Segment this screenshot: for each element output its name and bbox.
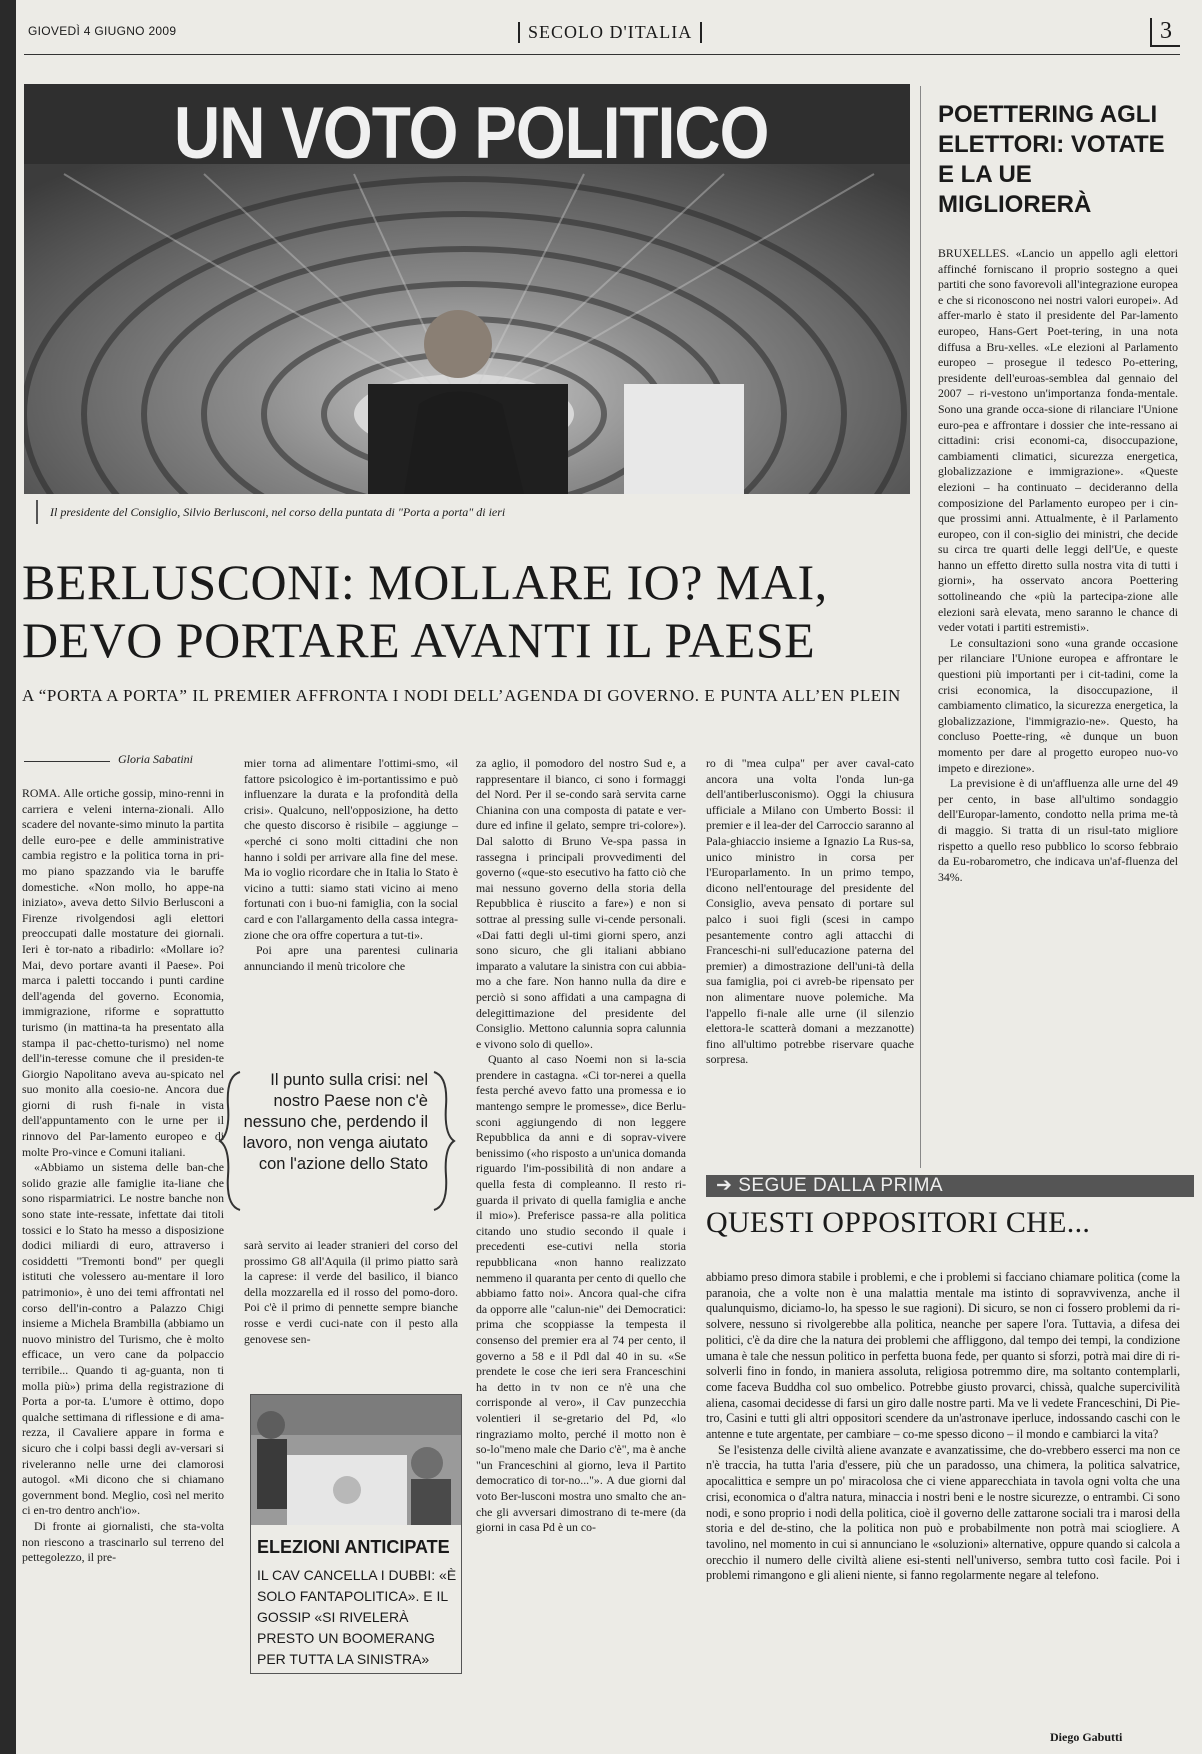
headline-line-2: DEVO PORTARE AVANTI IL PAESE — [22, 612, 816, 668]
sidebar-box-elezioni — [250, 1394, 462, 1674]
sidebar-divider — [920, 86, 921, 1168]
box-text: IL CAV CANCELLA I DUBBI: «È SOLO FANTAPOLITICA». E IL GOSSIP «SI RIVELERÀ PRESTO UN BOOMERANG PER TUTTA LA SINISTRA» — [257, 1567, 457, 1667]
sidebar-body — [938, 246, 1178, 885]
paragraph: Di fronte ai giornalisti, che sta-volta non riescono a trascinarlo sul terreno del pettegolezzo, il pre- — [22, 1518, 224, 1565]
sidebar-title: POETTERING AGLI ELETTORI: VOTATE E LA UE MIGLIORERÀ — [938, 101, 1165, 218]
paragraph: sarà servito ai leader stranieri del corso del prossimo G8 all'Aquila (il primo piatto sarà la caprese: il verde del basilico, il bianco della mozzarella ed il rosso del pomo-doro. Poi c'è il primo di pennette sempre bianche rosse e verdi cuci-nate con il pesto alla genovese sen- — [244, 1238, 458, 1346]
segue-headline: QUESTI OPPOSITORI CHE... — [706, 1206, 1091, 1239]
pull-quote: Il punto sulla crisi: nel nostro Paese non c'è nessuno che, perdendo il lavoro, non venga aiutato con l'azione dello Stato — [242, 1071, 428, 1173]
paragraph: Quanto al caso Noemi non si la-scia prendere in castagna. «Ci tor-nerei a quella festa perché avevo fatto una promessa e io mantengo sempre le promesse», dice Berlu-sconi aggiungendo di non leggere Repubblica da anni e di soprav-vivere benissimo («ho risposto a un'unica domanda riguardo l'im-possibilità di non andare a quella festa di compleanno. Il resto ri-guarda il privato di quella famiglia e anche il mio»). Preferisce passa-re alla politica citando uno studio secondo il quale i precedenti ese-cutivi nella storia repubblicana «non hanno realizzato nemmeno il quaranta per cento di quello che abbiamo fatto noi». Ancora qual-che cifra da opporre alle "calun-nie" dei Democratici: prima che scoppiasse la tempesta il consenso del premier era al 74 per cento, il governo a 58 e il Pdl dal 40 in su. «Se prendete le cose che ieri sera Franceschini ha detto in tv non ce n'è una che corrisponde al vero», il Cav punzecchia volentieri il se-gretario del Pd, «lo ringraziamo molto, perché il motto non è so-lo"meno male che Dario c'è", ma è anche "un Franceschini al giorno, leva il Partito democratico di tor-no..."». A due giorni dal voto Ber-lusconi mostra uno smalto che an-che gli avversari dimostrano di te-mere (da giorni in casa Pd è un co- — [476, 1052, 686, 1535]
paragraph: Poi apre una parentesi culinaria annunciando il menù tricolore che — [244, 943, 458, 973]
article-subhead: A “PORTA A PORTA” IL PREMIER AFFRONTA I NODI DELL’AGENDA DI GOVERNO. E PUNTA ALL’EN PLEIN — [22, 686, 901, 705]
ballot-box-illustration — [251, 1395, 461, 1525]
byline-rule — [24, 761, 110, 762]
issue-date: GIOVEDÌ 4 GIUGNO 2009 — [28, 24, 177, 38]
paragraph: abbiamo preso dimora stabile i problemi, e che i problemi si facciano chiamare politica (come la paranoia, che a volte non è una malattia mentale ma istinto di sopravvivenza, anche il qualunquismo, diciamo-lo, ha spesso le sue ragioni). Di sicuro, se non ci fossero problemi da ri-solvere, nessuno si rivolgerebbe alla politica, neanche per sapere l'ora. Tuttavia, a difesa dei politici, c'è da dire che la natura dei problemi che affliggono, dal tempo dei tempi, la condizione umana è tale che nessun politico in perfetta buona fede, per quanto si sforzi, potrà mai dire di ri-solverli fino in fondo, in maniera assoluta, religiosa potremmo dire, ma soltanto contemplarli, come faceva Buddha col suo ombelico. Potrebbe giusto provarci, chissà, qualche supercivilità aliena, casomai decidesse di farsi un giro dalle nostre parti. Ma ve li vedete Franceschini, Di Pie-tro, Casini e tutti gli altri oppositori scendere da un'astronave iperluce, indossando caschi con le antenne e tute argentate, per cambiare – co-me spesso dicono – il mondo e cambiarci la vita? — [706, 1270, 1180, 1442]
article-column-1 — [22, 786, 224, 1566]
segue-signature: Diego Gabutti — [1050, 1730, 1123, 1744]
paragraph: La previsione è di un'affluenza alle urne del 49 per cento, in base all'ultimo sondaggio dell'Europar-lamento, condotto nella prima me-tà di maggio. Si tratta di un risul-tato migliore rispetto a quello reso pubblico lo scorso febbraio da Eu-robarometro, che indicava un'af-fluenza del 34%. — [938, 776, 1178, 884]
article-headline — [22, 553, 922, 669]
segue-body — [706, 1270, 1180, 1584]
main-photo — [24, 84, 910, 494]
headline-line-1: BERLUSCONI: MOLLARE IO? MAI, — [22, 554, 828, 610]
box-title: ELEZIONI ANTICIPATE — [257, 1537, 450, 1557]
masthead — [24, 18, 1184, 52]
article-column-4 — [706, 756, 914, 1068]
newspaper-name: SECOLO D'ITALIA — [518, 22, 702, 43]
paragraph: mier torna ad alimentare l'ottimi-smo, «il fattore psicologico è im-portantissimo e può influenzare la durata e la profondità della crisi». Qualcuno, nell'opposizione, ha detto che questo discorso è risibile – aggiunge – «perché ci sono molti cittadini che non hanno i soldi per arrivare alla fine del mese. Ma io voglio ricordare che in Italia lo Stato è vicino a tutti: siamo stati vicino ai meno fortunati con i buo-ni famiglia, con la social card e con l'allargamento della cassa integra-zione che ora offre copertura a tut-ti». — [244, 756, 458, 942]
box-photo — [251, 1395, 461, 1525]
caption-marker — [36, 500, 38, 524]
photo-banner-text: UN VOTO POLITICO — [174, 91, 769, 174]
paragraph: ro di "mea culpa" per aver caval-cato ancora una volta l'onda lun-ga dell'antiberlusconismo). Oggi la chiusura ufficiale a Milano con Umberto Bossi: il premier e il lea-der del Carroccio saranno al Pala-ghiaccio insieme a Ignazio La Rus-sa, unico ministro in corsa per l'Europarlamento. In un primo tempo, dicono nell'entourage del presidente del Consiglio, aveva pensato di portare sul palco i suoi figli (scesi in campo pesantemente contro agli attacchi di Franceschi-ni sull'educazione paterna del premier) a dimostrazione dell'uni-tà della sua famiglia, poi ci avreb-be ripensato per non alimentare nuove polemiche. Ma l'appello fi-nale alle urne (il silenzio elettora-le scatterà domani a mezzanotte) fino all'ultimo potrebbe riservare quache sorpresa. — [706, 756, 914, 1067]
paragraph: BRUXELLES. «Lancio un appello agli elettori affinché forniscano il proprio sostegno a quei partiti che sono favorevoli all'integrazione europea e che si riconoscono nei nostri valori europei». Ad affer-marlo è stato il presidente del Par-lamento europeo, Hans-Gert Poet-tering, in una nota diffusa a Bru-xelles. «Le elezioni al Parlamento europeo – prosegue il tedesco Po-ettering, presidente dell'euroas-semblea dal gennaio del 2007 – ri-vestono un'importanza fonda-mentale. Sono una grande occa-sione di rilanciare l'Unione euro-pea e affrontare i dossier che inte-ressano ai cittadini: crisi economi-ca, disoccupazione, cambiamenti climatici, sicurezza energetica, globalizzazione e immigrazione». «Queste elezioni – ha continuato – decideranno della composizione del Parlamento europeo per i cin-que prossimi anni. Attualmente, è il Parlamento europeo, con il con-siglio dei ministri, che decide su circa tre quarti delle leggi dell'Ue, e queste hanno un effetto diretto sulla nostra vita di tutti i giorni», ha osservato ancora Poettering sottolineando che «più la partecipa-zione alle elezioni sarà elevata, meno saranno le chance di veder votati i partiti estremisti». — [938, 246, 1178, 635]
page-number: 3 — [1150, 18, 1180, 47]
paragraph: ROMA. Alle ortiche gossip, mino-renni in carriera e veleni interna-zionali. Allo scadere del novante-simo minuto la partita delle euro-pee e delle amministrative cambia registro e la politica torna in pri-mo piano spazzando via le baruffe domestiche. «Non mollo, ho appe-na iniziato», aveva detto Silvio Berlusconi a Firenze rivolgendosi agli elettori preoccupati dalle mostature dei giornali. Ieri è tor-nato a ribadirlo: «Mollare io? Mai, devo portare avanti il Paese». Poi marca i paletti toccando i punti cardine dell'agenda del governo. Economia, immigrazione, riforme e soprattutto turismo (in mattina-ta ha presentato alla stampa il pac-chetto-turismo) nel nome dell'in-teresse comune che il presiden-te Giorgio Napolitano aveva au-spicato nel suo monito alla coesio-ne. Ancora due giorni di rush fi-nale in vista dell'appuntamento con le urne per il rinnovo del Par-lamento europeo e di molte Pro-vince e Comuni italiani. — [22, 786, 224, 1159]
article-column-2-top — [244, 756, 458, 974]
paragraph: «Abbiamo un sistema delle ban-che solido grazie alle famiglie ita-liane che sono risparmiatrici. Le nostre banche non sono state inte-ressate, infettate dai titoli tossici e lo Stato ha messo a disposizione dodici miliardi di euro, attraverso i cosiddetti "Tremonti bond" per quegli istituti che volessero au-mentare il loro patrimonio», è uno dei temi affrontati nel corso dell'in-contro a Palazzo Chigi insieme a Michela Brambilla (abbiamo un nuovo ministro del Turismo, che è molto efficace, un vero cane da polpaccio terribile... Quando ti ag-guanta, non ti molla più») prima della registrazione di Porta a por-ta. L'umore è ottimo, dopo qualche settimana di riflessione e di ama-rezza, il Cavaliere appare in forma e sicuro che i colpi bassi degli av-versari si riveleranno nelle urne dei clamorosi autogol. «Mi dicono che si chiamano government bond. Meglio, così nel merito ci en-tro dentro anch'io». — [22, 1160, 224, 1518]
quote-brace-right — [430, 1070, 456, 1212]
article-column-3 — [476, 756, 686, 1536]
paragraph: Le consultazioni sono «una grande occasione per rilanciare l'Unione europea e affrontare le questioni più importanti per i cit-tadini, come la crisi economica, la disoccupazione, il cambiamento climatico, la sicurezza energetica, la globalizzazione, l'immigrazio-ne». Questo, ha concluso Poette-ring, «è dunque un buon momento per dare al progetto europeo nuo-vo impeto e direzione». — [938, 635, 1178, 775]
paragraph: Se l'esistenza delle civiltà aliene avanzate e avanzatissime, che do-vrebbero esserci ma non ce n'è traccia, ha tutta l'aria d'essere, più che un paradosso, una chimera, la politica salvatrice, apocalittica e sempre un po' miracolosa che ci viene apparecchiata in tavola ogni volta che una crisi, economica o d'altra natura, minaccia i nostri beni e le nostre sicurezze, o entrambi. Ci sono nodi, e sono proprio i nodi della politica, cioè il governo delle zattarone sociali tra i marosi della storia e del de-stino, che la politica non può e probabilmente non potrà mai sciogliere. A tavolino, nel momento in cui si annunciano le «soluzioni» alternative, oppure quando si calcola a orecchio il numero delle civiltà aliene esi-stenti nell'universo, sembra tutto così facile. Poi i problemi rimangono e gli alieni niente, si fanno regolarmente negare al telefono. — [706, 1442, 1180, 1583]
article-column-2-bottom — [244, 1238, 458, 1347]
sidebar-poettering — [920, 86, 1184, 236]
masthead-rule — [24, 54, 1180, 55]
segue-band: ➔ SEGUE DALLA PRIMA — [706, 1175, 1194, 1197]
byline: Gloria Sabatini — [118, 752, 194, 766]
page-gutter — [0, 0, 16, 1754]
photo-caption: Il presidente del Consiglio, Silvio Berlusconi, nel corso della puntata di "Porta a porta" di ieri — [50, 505, 506, 519]
paragraph: za aglio, il pomodoro del nostro Sud e, a rappresentare il bianco, ci sono i formaggi del Nord. Per il se-condo sarà servita carne Chianina con una composta di patate e ver-dure ed infine il gelato, sempre tri-colore»). Dal salotto di Bruno Ve-spa passa in rassegna i principali provvedimenti del governo («que-sto esecutivo ha fatto ciò che mai nessuno governo della storia della Repubblica è riuscito a fare») e non si sottrae al pressing sulle vi-cende personali. «Dai fatti degli ul-timi giorni spero, anzi sono sicuro, che gli italiani abbiano imparato a valutare la sinistra con cui abbia-mo a che fare. Non hanno nulla da dire e perciò si sono affidati a una campagna di delegittimazione del presidente del Consiglio. Mettono calunnia sopra calunnia e vivono solo di quello». — [476, 756, 686, 1051]
